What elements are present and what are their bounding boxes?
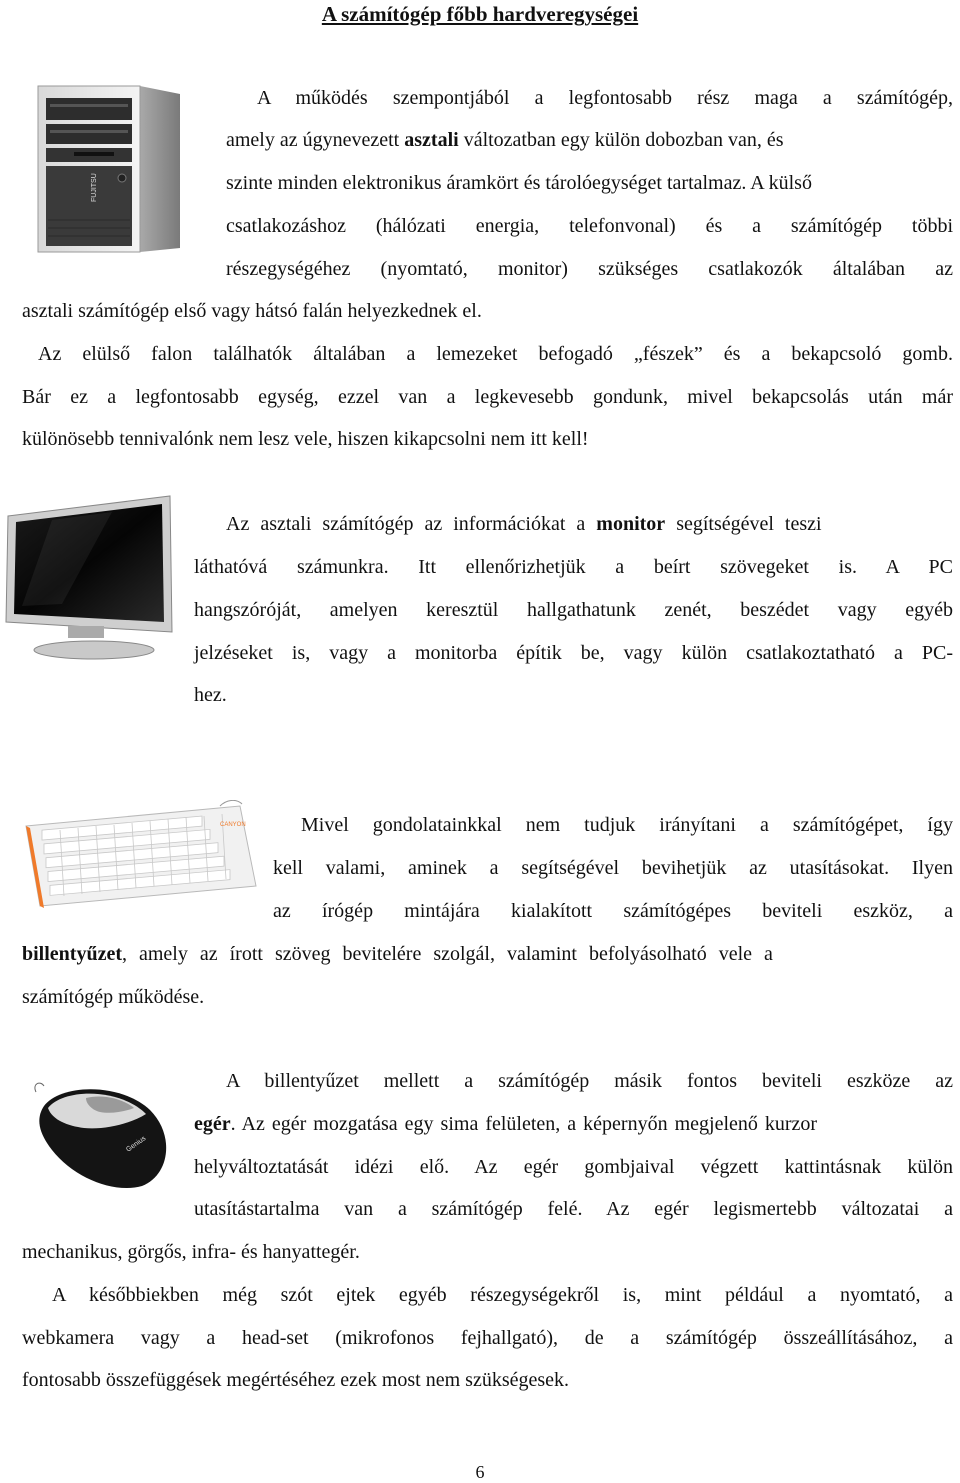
p3-line3: hangszóróját, amelyen keresztül hallgathatunk zenét, beszédet vagy egyéb [194, 599, 953, 621]
p3-line5: hez. [194, 684, 227, 706]
p4-line2: kell valami, aminek a segítségével bevihetjük az utasításokat. Ilyen [273, 857, 953, 879]
p6-line1: A későbbiekben még szót ejtek egyéb részegységekről is, mint például a nyomtató, a [52, 1284, 953, 1306]
p5-line2: egér. Az egér mozgatása egy sima felületen, a képernyőn megjelenő kurzor [194, 1113, 818, 1135]
mouse-image [30, 1080, 180, 1192]
p2-line3: különösebb tennivalónk nem lesz vele, hiszen kikapcsolni nem itt kell! [22, 428, 589, 450]
keyboard-brand-label: CANYON [220, 822, 246, 828]
p4-line3: az írógép mintájára kialakított számítógépes beviteli eszköz, a [273, 900, 953, 922]
p3-line4: jelzéseket is, vagy a monitorba építik be, vagy külön csatlakoztatható a PC- [194, 642, 953, 664]
p1-line1: A működés szempontjából a legfontosabb rész maga a számítógép, [257, 87, 953, 109]
p3-line1: Az asztali számítógép az információkat a monitor segítségével teszi [226, 513, 822, 535]
p6-line3: fontosabb összefüggések megértéséhez ezek most nem szükségesek. [22, 1369, 570, 1391]
p2-line2: Bár ez a legfontosabb egység, ezzel van a legkevesebb gondunk, mivel bekapcsolás után már [22, 386, 953, 408]
p3-line2: láthatóvá számunkra. Itt ellenőrizhetjük a beírt szövegeket is. A PC [194, 556, 953, 578]
p1-line5: részegységéhez (nyomtató, monitor) szükséges csatlakozók általában az [226, 258, 953, 280]
p1-line4: csatlakozáshoz (hálózati energia, telefonvonal) és a számítógép többi [226, 215, 953, 237]
p5-line4: utasítástartalma van a számítógép felé. Az egér legismertebb változatai a [194, 1198, 953, 1220]
p4-line4: billentyűzet, amely az írott szöveg bevitelére szolgál, valamint befolyásolható vele a [22, 943, 773, 965]
computer-tower-image [30, 80, 215, 255]
p2-line1: Az elülső falon találhatók általában a lemezeket befogadó „fészek” és a bekapcsoló gomb. [38, 343, 953, 365]
page-title: A számítógép főbb hardveregységei [321, 2, 639, 26]
p5-line1: A billentyűzet mellett a számítógép másik fontos beviteli eszköze az [226, 1070, 953, 1092]
p1-line3: szinte minden elektronikus áramkört és tárolóegységet tartalmaz. A külső [226, 172, 812, 194]
mouse-brand-label: Genius [125, 1135, 148, 1154]
p5-line5: mechanikus, görgős, infra- és hanyattegér. [22, 1241, 360, 1263]
p6-line2: webkamera vagy a head-set (mikrofonos fejhallgató), de a számítógép összeállításához, a [22, 1327, 953, 1349]
p4-line1: Mivel gondolatainkkal nem tudjuk irányítani a számítógépet, így [301, 814, 953, 836]
tower-brand-label: FUJITSU [91, 173, 98, 202]
page-number: 6 [475, 1462, 485, 1482]
p5-line3: helyváltoztatását idézi elő. Az egér gombjaival végzett kattintásnak külön [194, 1156, 953, 1178]
monitor-image [2, 494, 177, 664]
keyboard-image [20, 800, 260, 910]
p1-line6: asztali számítógép első vagy hátsó falán helyezkednek el. [22, 300, 482, 322]
p1-line2: amely az úgynevezett asztali változatban egy külön dobozban van, és [226, 129, 784, 151]
p4-line5: számítógép működése. [22, 986, 205, 1008]
